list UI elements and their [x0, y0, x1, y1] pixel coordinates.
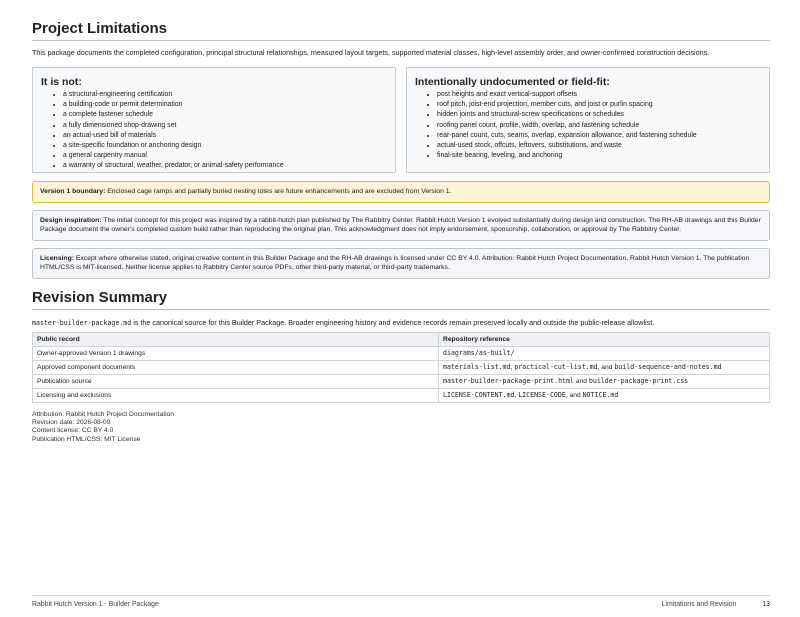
limitation-columns — [32, 67, 770, 173]
file-reference: LICENSE-CONTENT.md — [443, 391, 515, 400]
attribution-line: Publication HTML/CSS: MIT License — [32, 435, 141, 443]
boundary-text: Enclosed cage ramps and partially buried nesting totes are future enhancements and are excluded from Version 1. — [107, 188, 452, 195]
file-reference: materials-list.md — [443, 363, 511, 372]
limitations-intro: This package documents the completed configuration, principal structural relationships, measured layout targets, supported material classes, high-level assembly order, and owner-confirmed construction decisions. — [32, 48, 710, 57]
inspiration-text: The initial concept for this project was inspired by a rabbit-hutch plan published by The Rabbitry Center. Rabbit Hutch Version 1 evolved substantially during design and construction. The RH-AB drawings and this Builder Package document the owner's completed custom build rather than reproducing the original plan. This acknowledgment does not imply endorsement, sponsorship, collaboration, or approval by The Rabbitry Center. — [40, 216, 761, 234]
reference-connector: , and — [565, 392, 583, 400]
public-record-cell: Approved component documents — [33, 360, 439, 374]
reference-connector: , and — [597, 364, 615, 372]
public-record-cell: Publication source — [33, 374, 439, 388]
file-reference: LICENSE-CODE — [518, 391, 566, 400]
header-repository-reference: Repository reference — [439, 332, 770, 346]
revision-heading: Revision Summary — [32, 289, 770, 310]
file-reference: practical-cut-list.md — [514, 363, 598, 372]
list-item: • roofing panel count, profile, width, overlap, and fastening schedule — [437, 121, 761, 131]
revision-table — [32, 332, 770, 403]
file-reference: NOTICE.md — [582, 391, 619, 400]
public-record-cell: Licensing and exclusions — [33, 388, 439, 402]
design-inspiration-note — [32, 210, 770, 241]
list-item: • a structural-engineering certification — [63, 90, 387, 100]
not-list-heading: It is not: — [41, 76, 82, 88]
file-reference: build-sequence-and-notes.md — [614, 363, 722, 372]
limitations-heading: Project Limitations — [32, 20, 770, 41]
version-boundary-callout — [32, 181, 770, 203]
licensing-label: Licensing: — [40, 254, 74, 262]
list-item: • a site-specific foundation or anchoring design — [63, 141, 387, 151]
list-item: • rear-panel count, cuts, seams, overlap, expansion allowance, and fastening schedule — [437, 131, 761, 141]
repository-reference-cell — [439, 346, 770, 360]
undocumented-heading: Intentionally undocumented or field-fit: — [415, 76, 610, 88]
list-item: • actual-used stock, offcuts, leftovers, substitutions, and waste — [437, 141, 761, 151]
list-item: • a fully dimensioned shop-drawing set — [63, 121, 387, 131]
not-list — [41, 90, 387, 172]
reference-connector: , — [510, 364, 515, 372]
page-number: 13 — [762, 601, 770, 608]
page-footer — [32, 595, 770, 608]
list-item: • hidden joints and structural-screw specifications or schedules — [437, 110, 761, 120]
boundary-label: Version 1 boundary: — [40, 188, 106, 195]
list-item: • post heights and exact vertical-support offsets — [437, 90, 761, 100]
undocumented-panel — [406, 67, 770, 173]
repository-reference-cell — [439, 374, 770, 388]
canonical-source-text — [32, 318, 770, 327]
page-content — [32, 20, 770, 444]
list-item: • roof pitch, joist-end projection, member cuts, and joist or purlin spacing — [437, 100, 761, 110]
file-reference: master-builder-package-print.html — [443, 377, 575, 386]
table-row — [33, 346, 770, 360]
repository-reference-cell — [439, 388, 770, 402]
revision-table-body — [33, 346, 770, 402]
repository-reference-cell — [439, 360, 770, 374]
list-item: • a warranty of structural, weather, predator, or animal-safety performance — [63, 161, 387, 171]
public-record-cell: Owner-approved Version 1 drawings — [33, 346, 439, 360]
attribution-line: Attribution: Rabbit Hutch Project Documentation — [32, 410, 174, 418]
list-item: • a general carpentry manual — [63, 151, 387, 161]
attribution-block — [32, 411, 770, 444]
canonical-file: master-builder-package.md — [32, 318, 132, 327]
not-list-panel — [32, 67, 396, 173]
reference-connector: and — [574, 378, 589, 386]
footer-right — [662, 601, 770, 608]
header-public-record: Public record — [33, 332, 439, 346]
table-row — [33, 374, 770, 388]
attribution-line: Revision date: 2026-08-09 — [32, 419, 111, 427]
list-item: • a building-code or permit determination — [63, 100, 387, 110]
licensing-text: Except where otherwise stated, original creative content in this Builder Package and the RH-AB drawings is licensed under CC BY 4.0. Attribution: Rabbit Hutch Project Documentation, Rabbit Hutch Version 1. The publication HTML/CSS is MIT-licensed. Neither license applies to Rabbitry Center source PDFs, other third-party material, or third-party trademarks. — [40, 254, 750, 272]
table-row — [33, 388, 770, 402]
table-row — [33, 360, 770, 374]
footer-section: Limitations and Revision — [661, 601, 737, 608]
list-item: • an actual-used bill of materials — [63, 131, 387, 141]
reference-connector: , — [514, 392, 519, 400]
canonical-description: is the canonical source for this Builder Package. Broader engineering history and evidence records remain preserved locally and outside the public-release allowlist. — [131, 317, 655, 327]
footer-title: Rabbit Hutch Version 1 - Builder Package — [32, 601, 159, 608]
list-item: • a complete fastener schedule — [63, 110, 387, 120]
licensing-note — [32, 248, 770, 279]
file-reference: diagrams/as-built/ — [443, 349, 515, 358]
attribution-line: Content license: CC BY 4.0 — [32, 427, 114, 435]
table-header-row — [33, 332, 770, 346]
inspiration-label: Design inspiration: — [40, 216, 102, 224]
file-reference: builder-package-print.css — [588, 377, 689, 386]
undocumented-list — [415, 90, 761, 161]
list-item: • final-site bearing, leveling, and anchoring — [437, 151, 761, 161]
